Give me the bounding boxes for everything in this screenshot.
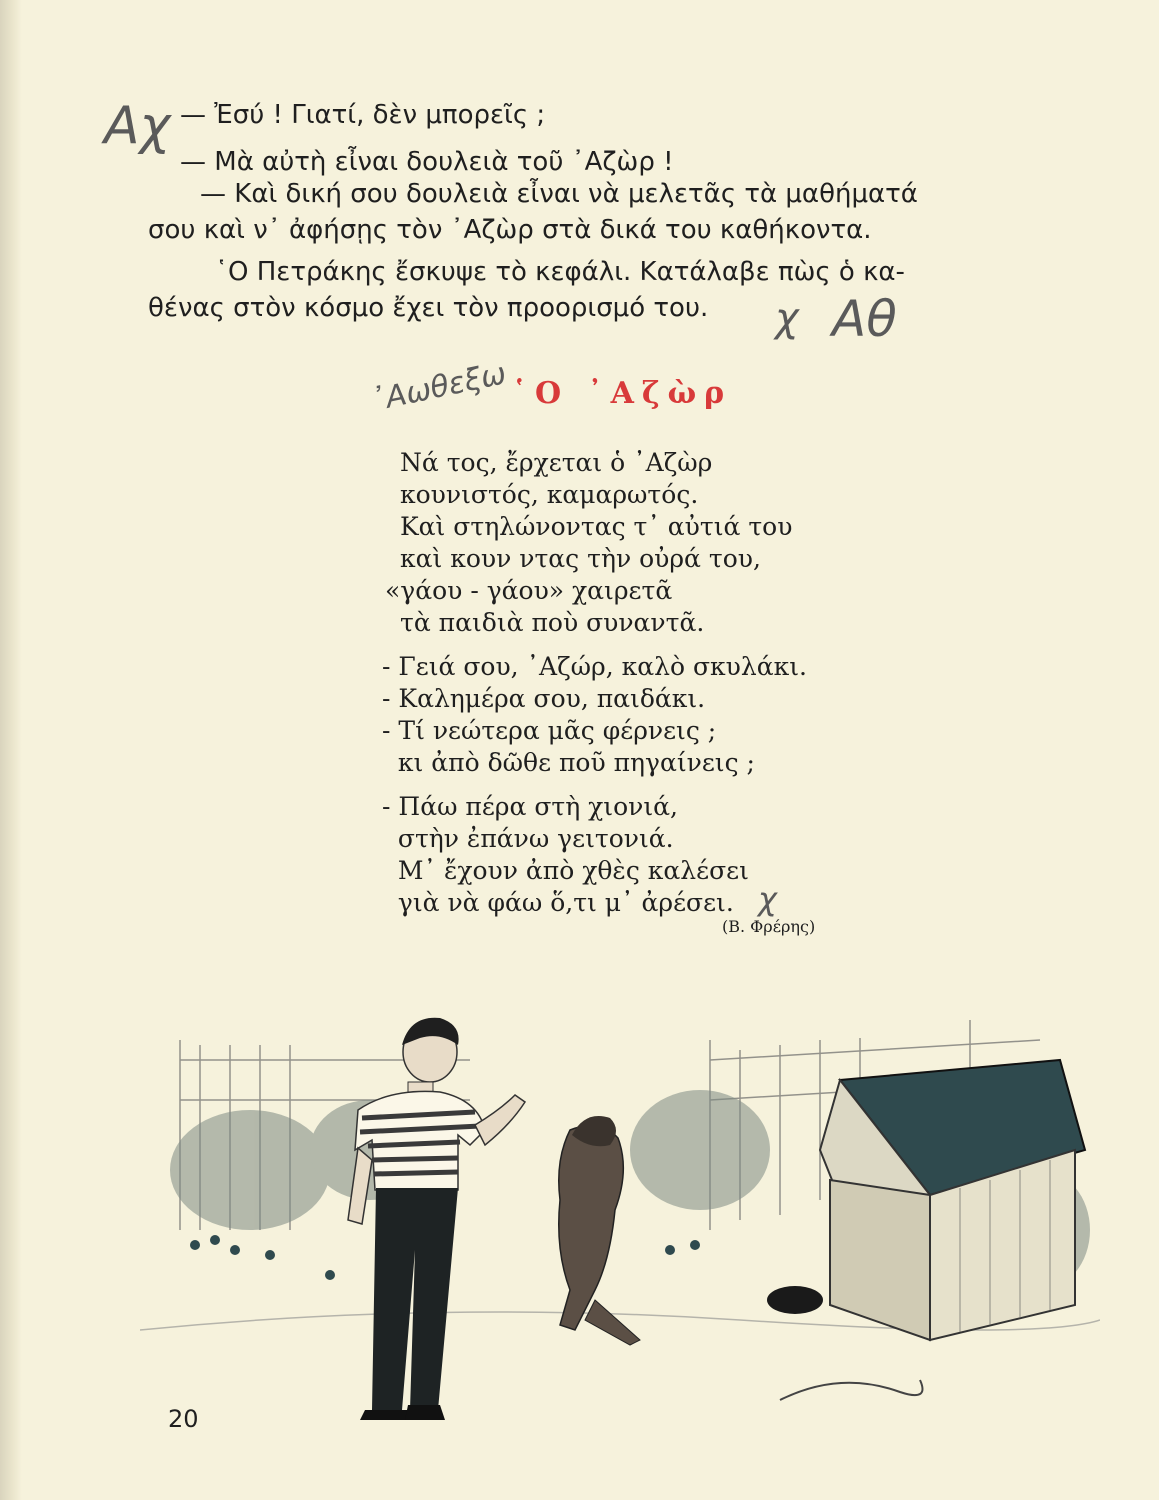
- page-edge: [0, 0, 22, 1500]
- prose-line-5: ῾Ο Πετράκης ἔσκυψε τὸ κεφάλι. Κατάλαβε πὼς ὁ κα-: [215, 257, 905, 287]
- poem-attribution: (Β. Φρέρης): [722, 917, 816, 936]
- poem-line: καὶ κουν ντας τὴν οὐρά του,: [400, 544, 761, 573]
- poem-line: κι ἀπὸ δῶθε ποῦ πηγαίνεις ;: [382, 748, 755, 777]
- pencil-note-end-poem: χ: [758, 880, 777, 918]
- boy: [348, 1018, 525, 1420]
- poem-line: Μ᾿ ἔχουν ἀπὸ χθὲς καλέσει: [382, 856, 749, 885]
- prose-line-1: — Ἐσύ ! Γιατί, δὲν μπορεῖς ;: [180, 100, 546, 130]
- prose-line-3: — Καὶ δική σου δουλειὰ εἶναι νὰ μελετᾶς τὰ μαθήματά: [200, 179, 918, 209]
- poem-line: Νά τος, ἔρχεται ὁ ᾿Αζὼρ: [400, 448, 713, 477]
- prose-line-2: — Μὰ αὐτὴ εἶναι δουλειὰ τοῦ ᾿Αζὼρ !: [180, 147, 674, 177]
- pencil-note-top-left: Αχ: [104, 96, 171, 156]
- pencil-note-end-para: χ: [775, 295, 799, 341]
- poem-line: στὴν ἐπάνω γειτονιά.: [382, 824, 674, 853]
- poem-line: «γάου - γάου» χαιρετᾶ: [385, 576, 673, 605]
- poem-line: - Γειά σου, ᾿Αζώρ, καλὸ σκυλάκι.: [382, 652, 807, 681]
- poem-line: κουνιστός, καμαρωτός.: [400, 480, 699, 509]
- pencil-note-title: ᾿Αωθεξω: [367, 356, 510, 419]
- poem-line: γιὰ νὰ φάω ὅ,τι μ᾿ ἀρέσει.: [382, 888, 734, 917]
- pencil-note-right: Αθ: [832, 290, 897, 348]
- poem-title: ῾Ο ᾿Αζὼρ: [512, 376, 733, 411]
- poem-line: - Πάω πέρα στὴ χιονιά,: [382, 792, 678, 821]
- doghouse: [820, 1060, 1085, 1340]
- dog: [559, 1116, 640, 1345]
- page-number: 20: [168, 1405, 199, 1433]
- boy-and-dog-illustration: [140, 1000, 1100, 1420]
- poem-line: Καὶ στηλώνοντας τ᾿ αὐτιά του: [400, 512, 793, 541]
- prose-line-6: θένας στὸν κόσμο ἔχει τὸν προορισμό του.: [148, 293, 709, 323]
- poem-line: - Τί νεώτερα μᾶς φέρνεις ;: [382, 716, 717, 745]
- leash: [780, 1380, 923, 1400]
- prose-line-4: σου καὶ ν᾿ ἀφήσῃς τὸν ᾿Αζὼρ στὰ δικά του καθήκοντα.: [148, 215, 872, 245]
- poem-line: - Καλημέρα σου, παιδάκι.: [382, 684, 706, 713]
- poem-line: τὰ παιδιὰ ποὺ συναντᾶ.: [400, 608, 705, 637]
- dog-bowl: [767, 1286, 823, 1314]
